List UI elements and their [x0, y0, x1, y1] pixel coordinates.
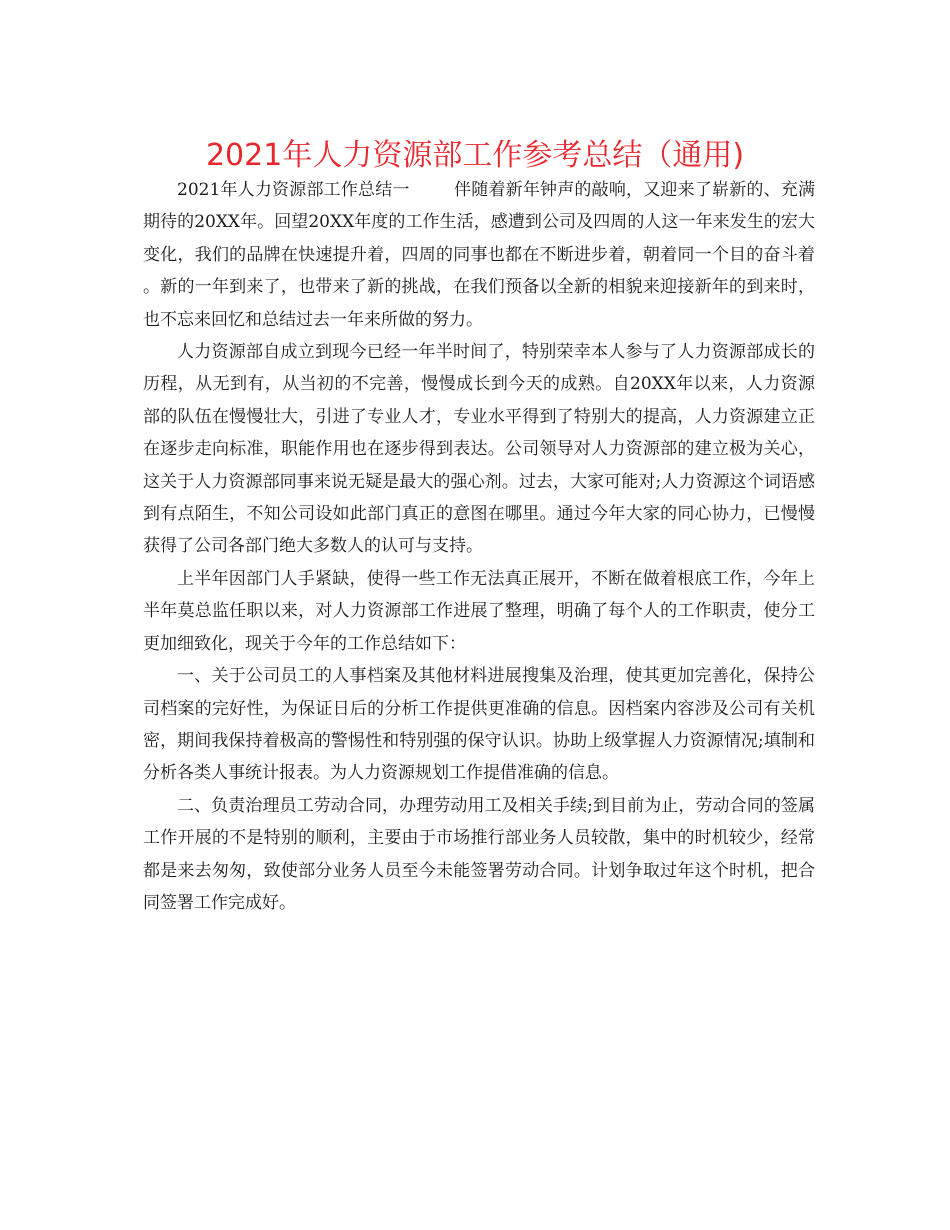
- paragraph-intro: [143, 174, 815, 336]
- paragraph-lead: 2021年人力资源部工作总结一: [177, 180, 410, 200]
- paragraph-item-two: 二、负责治理员工劳动合同，办理劳动用工及相关手续;到目前为止，劳动合同的签属工作开展的不是特别的顺利，主要由于市场推行部业务人员较散，集中的时机较少，经常都是来去匆匆，致使部分业务人员至今未能签署劳动合同。计划争取过年这个时机，把合同签署工作完成好。: [143, 795, 815, 913]
- paragraph-text: 伴随着新年钟声的敲响，又迎来了崭新的、充满期待的20XX年。回望20XX年度的工作生活，感遭到公司及四周的人这一年来发生的宏大变化，我们的品牌在快速提升着，四周的同事也都在不断进步着，朝着同一个目的奋斗着。新的一年到来了，也带来了新的挑战，在我们预备以全新的相貌来迎接新年的到来时，也不忘来回忆和总结过去一年来所做的努力。: [143, 180, 816, 330]
- paragraph-department-history: 人力资源部自成立到现今已经一年半时间了，特别荣幸本人参与了人力资源部成长的历程，从无到有，从当初的不完善，慢慢成长到今天的成熟。自20XX年以来，人力资源部的队伍在慢慢壮大，引进了专业人才，专业水平得到了特别大的提高，人力资源建立正在逐步走向标准，职能作用也在逐步得到表达。公司领导对人力资源部的建立极为关心，这关于人力资源部同事来说无疑是最大的强心剂。过去，大家可能对;人力资源这个词语感到有点陌生，不知公司设如此部门真正的意图在哪里。通过今年大家的同心协力，已慢慢获得了公司各部门绝大多数人的认可与支持。: [143, 342, 815, 557]
- paragraph-first-half: 上半年因部门人手紧缺，使得一些工作无法真正展开，不断在做着根底工作，今年上半年莫总监任职以来，对人力资源部工作进展了整理，明确了每个人的工作职责，使分工更加细致化，现关于今年的工作总结如下：: [143, 568, 815, 654]
- document-title: 2021年人力资源部工作参考总结（通用): [205, 138, 745, 173]
- paragraph-item-one: 一、关于公司员工的人事档案及其他材料进展搜集及治理，使其更加完善化，保持公司档案的完好性，为保证日后的分析工作提供更准确的信息。因档案内容涉及公司有关机密，期间我保持着极高的警惕性和特别强的保守认识。协助上级掌握人力资源情况;填制和分析各类人事统计报表。为人力资源规划工作提借准确的信息。: [143, 666, 815, 784]
- document-body: [143, 174, 815, 919]
